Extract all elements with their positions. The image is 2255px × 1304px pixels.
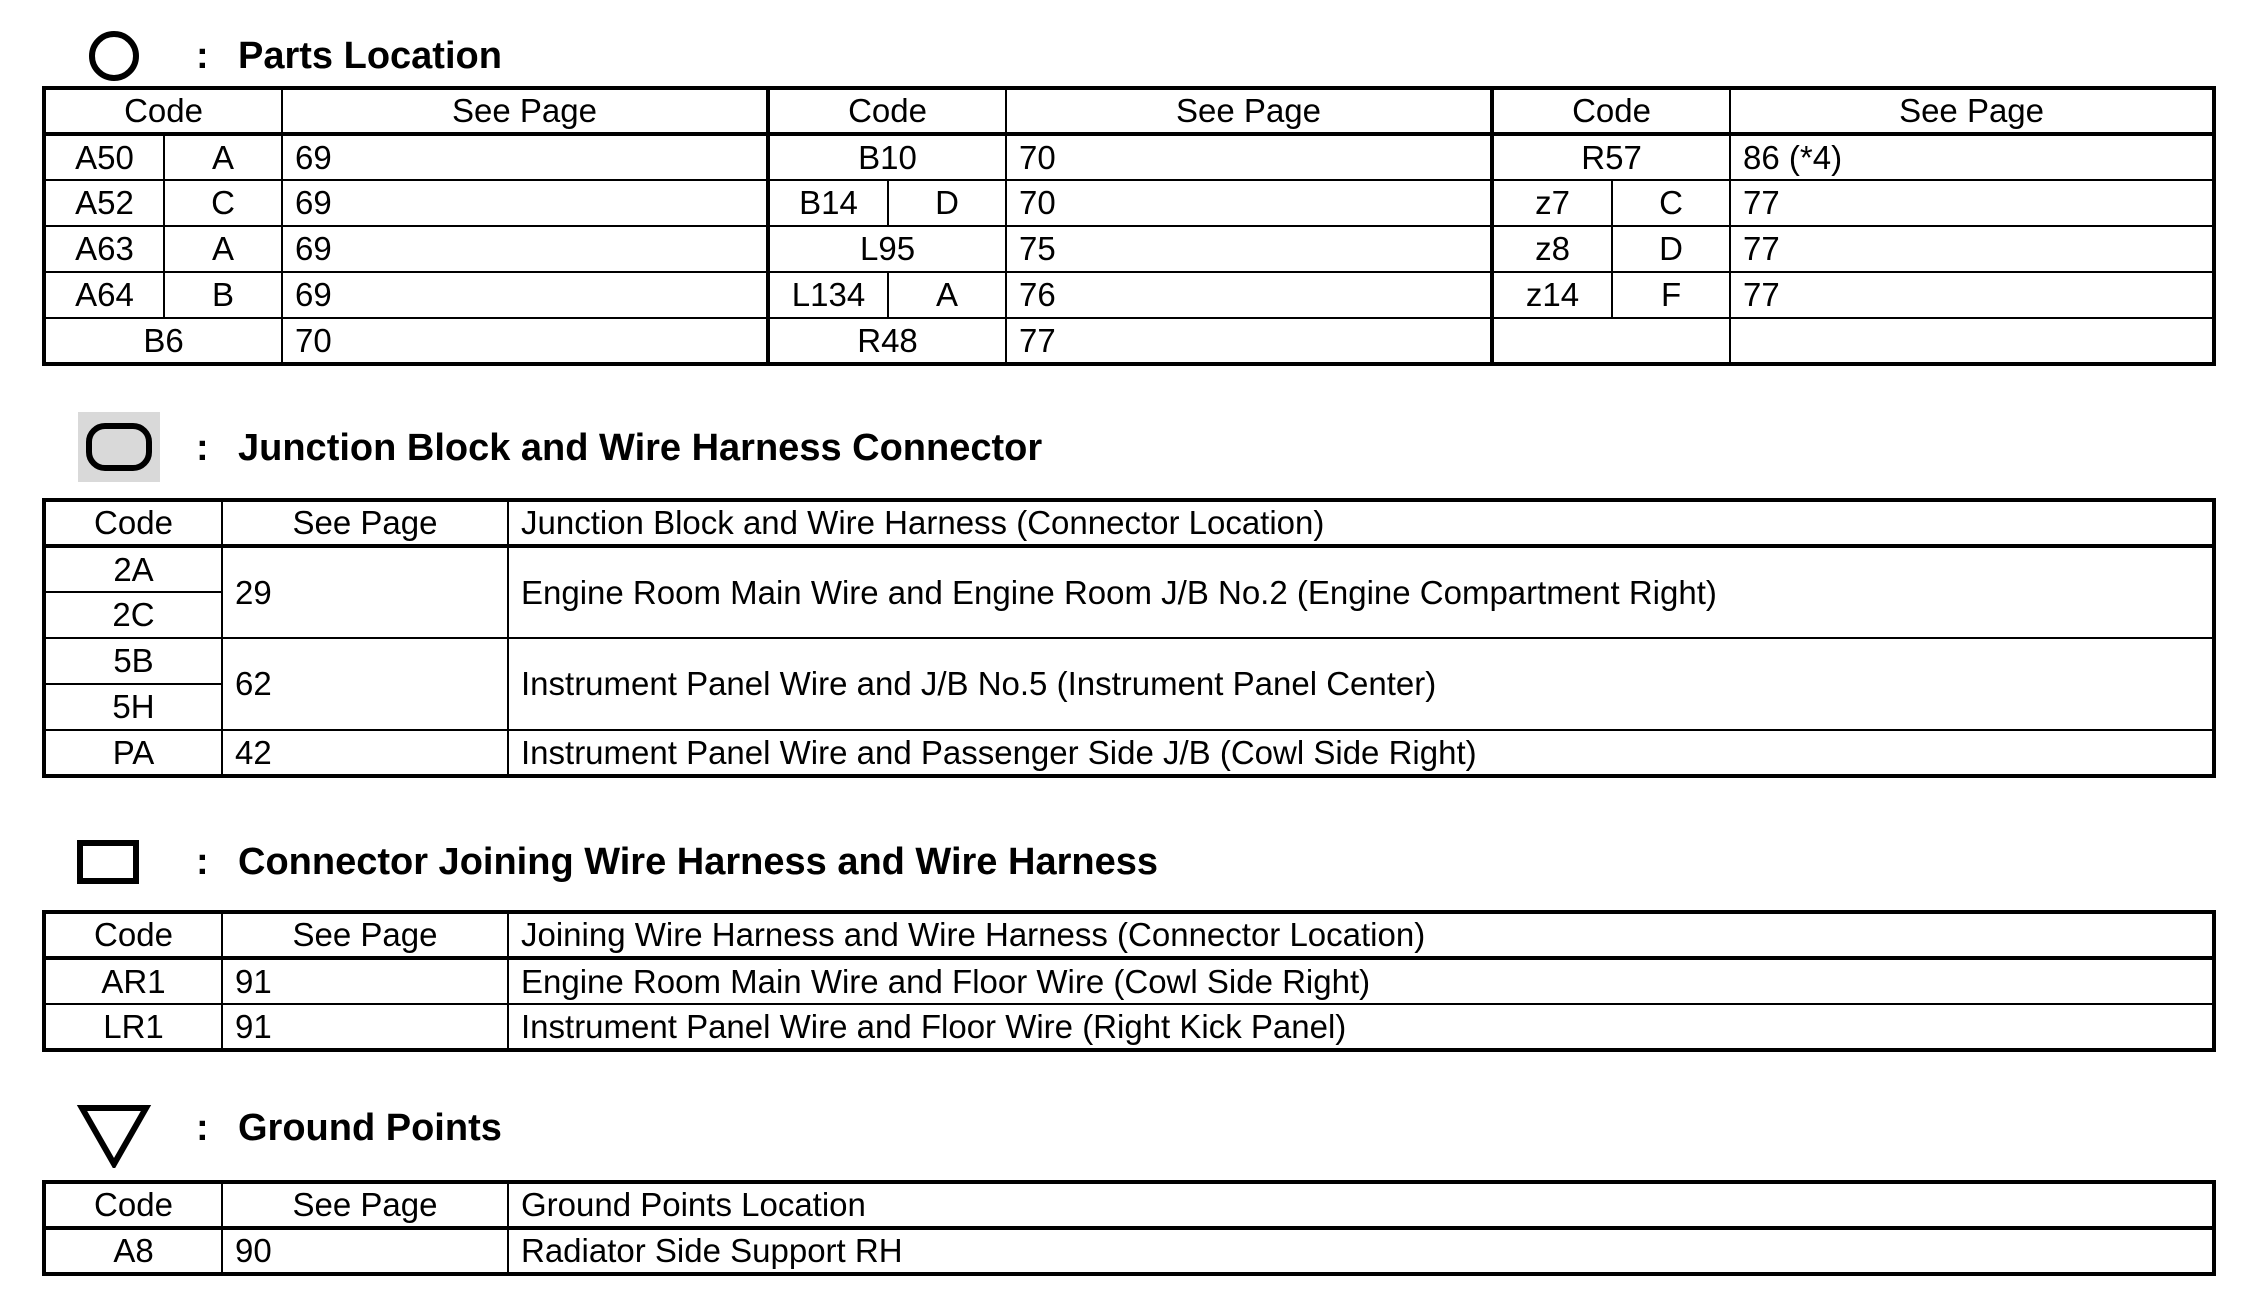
junction-code: 5H — [44, 684, 222, 730]
junction-location: Instrument Panel Wire and Passenger Side J/B (Cowl Side Right) — [508, 730, 2214, 776]
part-code: B10 — [768, 134, 1006, 180]
table-row — [44, 730, 2214, 776]
part-code: A50 — [44, 134, 164, 180]
section-title: Connector Joining Wire Harness and Wire Harness — [238, 841, 1158, 883]
connector-location: Engine Room Main Wire and Floor Wire (Cowl Side Right) — [508, 958, 2214, 1004]
part-page: 77 — [1006, 318, 1492, 364]
header-location: Ground Points Location — [508, 1182, 2214, 1228]
table-header-row — [44, 88, 2214, 134]
part-code: R57 — [1492, 134, 1730, 180]
part-page: 77 — [1730, 272, 2214, 318]
table-header-row — [44, 912, 2214, 958]
part-page: 69 — [282, 272, 768, 318]
connector-location: Instrument Panel Wire and Floor Wire (Right Kick Panel) — [508, 1004, 2214, 1050]
header-see-page: See Page — [1006, 88, 1492, 134]
ground-location: Radiator Side Support RH — [508, 1228, 2214, 1274]
part-code: R48 — [768, 318, 1006, 364]
parts-location-table — [42, 86, 2216, 366]
header-see-page: See Page — [222, 912, 508, 958]
part-page: 70 — [1006, 180, 1492, 226]
connector-joining-header — [0, 834, 2255, 914]
part-page: 70 — [282, 318, 768, 364]
junction-block-header — [0, 412, 2255, 492]
circle-icon — [86, 28, 142, 84]
header-code: Code — [44, 500, 222, 546]
rounded-rectangle-icon — [78, 412, 160, 482]
table-row — [44, 180, 2214, 226]
section-colon: : — [196, 841, 209, 883]
table-row — [44, 134, 2214, 180]
ground-code: A8 — [44, 1228, 222, 1274]
part-page: 77 — [1730, 226, 2214, 272]
part-page: 86 (*4) — [1730, 134, 2214, 180]
part-page: 69 — [282, 226, 768, 272]
table-row — [44, 958, 2214, 1004]
ground-points-header — [0, 1100, 2255, 1180]
part-sub: A — [164, 226, 282, 272]
part-page: 70 — [1006, 134, 1492, 180]
part-sub: C — [1612, 180, 1730, 226]
part-code: A52 — [44, 180, 164, 226]
part-page: 69 — [282, 134, 768, 180]
header-location: Joining Wire Harness and Wire Harness (Connector Location) — [508, 912, 2214, 958]
section-colon: : — [196, 1107, 209, 1149]
part-code: A63 — [44, 226, 164, 272]
part-sub: F — [1612, 272, 1730, 318]
part-code: B14 — [768, 180, 888, 226]
junction-block-table — [42, 498, 2216, 778]
section-colon: : — [196, 35, 209, 77]
part-sub: C — [164, 180, 282, 226]
header-code: Code — [44, 912, 222, 958]
connector-code: LR1 — [44, 1004, 222, 1050]
ground-points-table — [42, 1180, 2216, 1276]
table-row — [44, 318, 2214, 364]
table-row — [44, 1228, 2214, 1274]
part-code: z14 — [1492, 272, 1612, 318]
part-code: A64 — [44, 272, 164, 318]
table-row — [44, 546, 2214, 592]
connector-page: 91 — [222, 958, 508, 1004]
part-page: 69 — [282, 180, 768, 226]
part-page — [1730, 318, 2214, 364]
connector-joining-table — [42, 910, 2216, 1052]
connector-code: AR1 — [44, 958, 222, 1004]
junction-location: Engine Room Main Wire and Engine Room J/B No.2 (Engine Compartment Right) — [508, 546, 2214, 638]
junction-code: 2A — [44, 546, 222, 592]
ground-page: 90 — [222, 1228, 508, 1274]
part-page: 75 — [1006, 226, 1492, 272]
junction-page: 29 — [222, 546, 508, 638]
section-title: Junction Block and Wire Harness Connector — [238, 427, 1043, 469]
section-title: Ground Points — [238, 1107, 502, 1149]
header-see-page: See Page — [222, 500, 508, 546]
table-row — [44, 226, 2214, 272]
junction-code: 2C — [44, 592, 222, 638]
section-colon: : — [196, 427, 209, 469]
junction-code: PA — [44, 730, 222, 776]
table-row — [44, 638, 2214, 684]
section-title: Parts Location — [238, 35, 502, 77]
header-code: Code — [44, 88, 282, 134]
header-code: Code — [768, 88, 1006, 134]
part-code — [1492, 318, 1730, 364]
header-code: Code — [44, 1182, 222, 1228]
part-sub: A — [164, 134, 282, 180]
connector-page: 91 — [222, 1004, 508, 1050]
triangle-down-icon — [76, 1100, 152, 1168]
junction-page: 62 — [222, 638, 508, 730]
part-code: L134 — [768, 272, 888, 318]
part-code: B6 — [44, 318, 282, 364]
part-sub: B — [164, 272, 282, 318]
junction-page: 42 — [222, 730, 508, 776]
part-code: z7 — [1492, 180, 1612, 226]
rectangle-icon — [76, 838, 142, 888]
header-see-page: See Page — [222, 1182, 508, 1228]
table-row — [44, 272, 2214, 318]
part-page: 77 — [1730, 180, 2214, 226]
junction-location: Instrument Panel Wire and J/B No.5 (Instrument Panel Center) — [508, 638, 2214, 730]
table-header-row — [44, 1182, 2214, 1228]
table-row — [44, 1004, 2214, 1050]
header-code: Code — [1492, 88, 1730, 134]
header-location: Junction Block and Wire Harness (Connector Location) — [508, 500, 2214, 546]
part-code: z8 — [1492, 226, 1612, 272]
part-code: L95 — [768, 226, 1006, 272]
part-sub: D — [888, 180, 1006, 226]
part-page: 76 — [1006, 272, 1492, 318]
part-sub: D — [1612, 226, 1730, 272]
header-see-page: See Page — [282, 88, 768, 134]
junction-code: 5B — [44, 638, 222, 684]
table-header-row — [44, 500, 2214, 546]
part-sub: A — [888, 272, 1006, 318]
header-see-page: See Page — [1730, 88, 2214, 134]
